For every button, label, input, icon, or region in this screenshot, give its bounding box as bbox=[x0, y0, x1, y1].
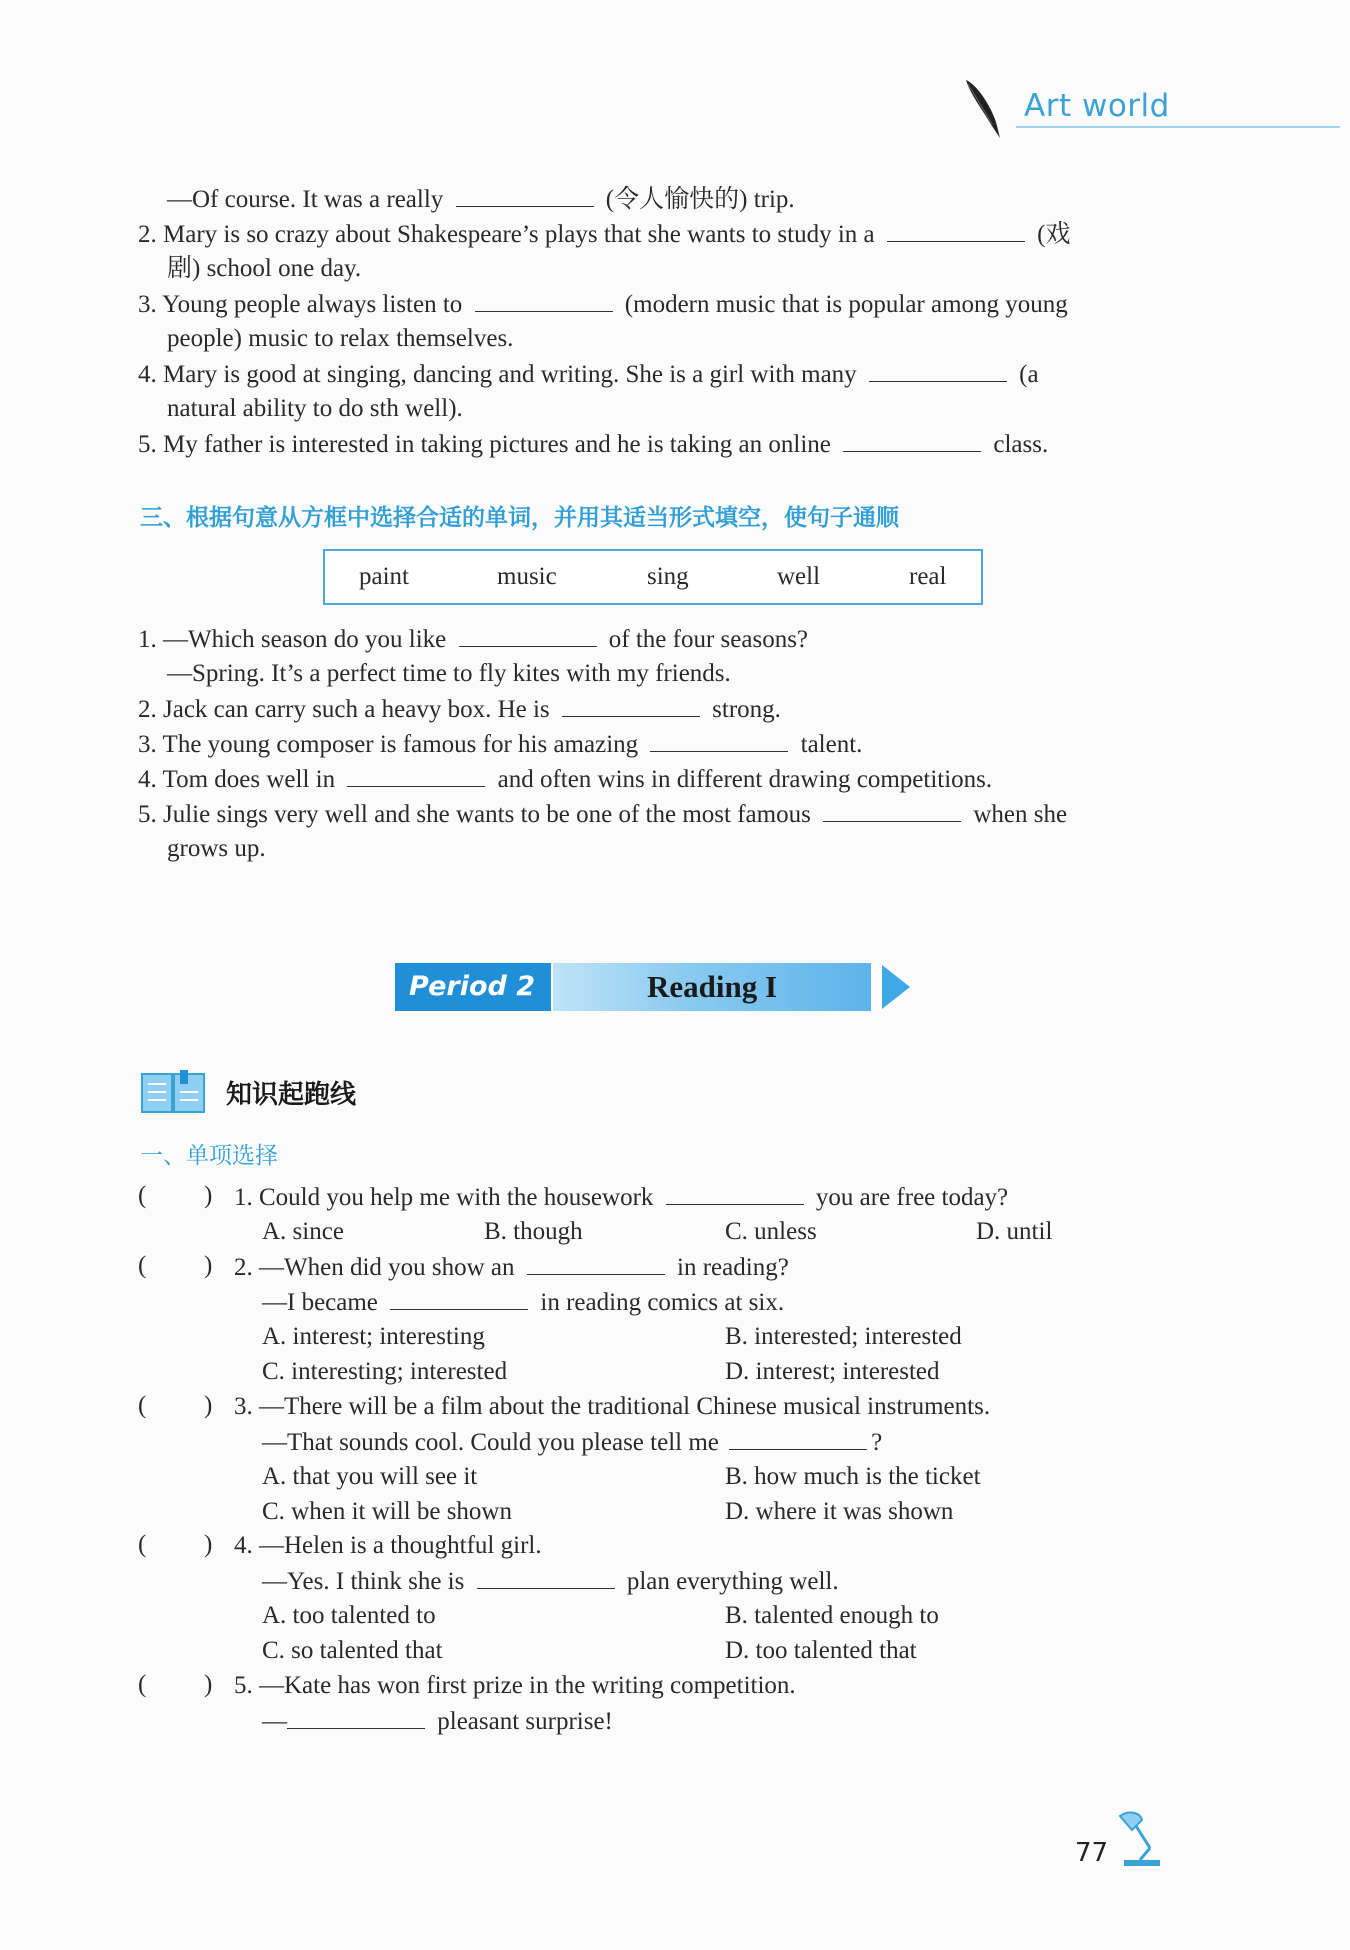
answer-blank[interactable] bbox=[843, 429, 981, 452]
open-book-icon bbox=[140, 1070, 206, 1116]
part3-q1 bbox=[138, 624, 808, 655]
option-c[interactable]: C. so talented that bbox=[262, 1637, 443, 1664]
option-a[interactable]: A. interest; interesting bbox=[262, 1323, 485, 1350]
q1-text: —Of course. It was a really bbox=[167, 186, 444, 213]
q2-text: 2. Mary is so crazy about Shakespeare’s plays that she wants to study in a bbox=[138, 221, 875, 248]
option-b[interactable]: B. talented enough to bbox=[725, 1602, 939, 1629]
q3-text-end: talent. bbox=[800, 731, 863, 758]
part3-q4 bbox=[138, 764, 992, 795]
q1-stem-end: you are free today? bbox=[815, 1184, 1009, 1211]
page-header bbox=[960, 78, 1340, 138]
part2-q4-cont: natural ability to do sth well). bbox=[167, 395, 463, 422]
answer-blank[interactable] bbox=[347, 764, 485, 787]
answer-blank[interactable] bbox=[287, 1706, 425, 1729]
q5-text-end: when she bbox=[973, 801, 1068, 828]
answer-blank[interactable] bbox=[390, 1287, 528, 1310]
q5-dash: — bbox=[262, 1708, 287, 1735]
q4-text-end: and often wins in different drawing competitions. bbox=[497, 766, 993, 793]
q3-hint: (modern music that is popular among young bbox=[624, 291, 1068, 318]
answer-blank[interactable] bbox=[650, 729, 788, 752]
part2-q1-line bbox=[167, 184, 795, 215]
mcq-q5: 5. —Kate has won first prize in the writing competition. bbox=[234, 1672, 796, 1699]
part2-q2-cont: 剧) school one day. bbox=[167, 255, 362, 282]
desk-lamp-icon bbox=[1110, 1808, 1170, 1868]
mcq-heading: 一、单项选择 bbox=[140, 1143, 278, 1169]
answer-paren-open: ( bbox=[138, 1392, 147, 1419]
answer-paren-close: ) bbox=[204, 1182, 213, 1209]
part2-q3 bbox=[138, 289, 1068, 320]
answer-paren-open: ( bbox=[138, 1182, 147, 1209]
answer-blank[interactable] bbox=[823, 799, 961, 822]
option-c[interactable]: C. when it will be shown bbox=[262, 1498, 512, 1525]
page-number: 77 bbox=[1075, 1838, 1109, 1868]
q1-stem: 1. Could you help me with the housework bbox=[234, 1184, 654, 1211]
answer-blank[interactable] bbox=[869, 359, 1007, 382]
word-bank-item: well bbox=[777, 563, 821, 590]
answer-paren-close: ) bbox=[204, 1531, 213, 1558]
answer-blank[interactable] bbox=[666, 1182, 804, 1205]
q4-reply-end: plan everything well. bbox=[626, 1568, 839, 1595]
q1-text-end: of the four seasons? bbox=[608, 626, 809, 653]
part2-q4 bbox=[138, 359, 1039, 390]
q4-text: 4. Tom does well in bbox=[138, 766, 336, 793]
option-d[interactable]: D. where it was shown bbox=[725, 1498, 954, 1525]
q4-reply: —Yes. I think she is bbox=[262, 1568, 465, 1595]
option-a[interactable]: A. that you will see it bbox=[262, 1463, 478, 1490]
option-b[interactable]: B. interested; interested bbox=[725, 1323, 962, 1350]
answer-blank[interactable] bbox=[456, 184, 594, 207]
unit-title: Art world bbox=[1024, 88, 1170, 124]
q3-text: 3. Young people always listen to bbox=[138, 291, 463, 318]
q2-reply: —I became bbox=[262, 1289, 378, 1316]
mcq-q4-reply bbox=[262, 1566, 839, 1597]
knowledge-title: 知识起跑线 bbox=[226, 1080, 357, 1110]
arrow-right-icon bbox=[882, 965, 910, 1009]
mcq-q3: 3. —There will be a film about the traditional Chinese musical instruments. bbox=[234, 1393, 991, 1420]
part2-q5 bbox=[138, 429, 1048, 460]
part3-q5-cont: grows up. bbox=[167, 835, 266, 862]
word-bank-item: real bbox=[909, 563, 947, 590]
word-bank-item: music bbox=[497, 563, 557, 590]
q5-hint: class. bbox=[993, 431, 1049, 458]
mcq-q3-reply bbox=[262, 1427, 882, 1458]
header-divider bbox=[1016, 126, 1340, 128]
answer-paren-close: ) bbox=[204, 1392, 213, 1419]
option-c[interactable]: C. interesting; interested bbox=[262, 1358, 508, 1385]
mcq-q5-reply bbox=[262, 1706, 613, 1737]
q1-hint: (令人愉快的) trip. bbox=[605, 186, 795, 213]
q5-text: 5. My father is interested in taking pictures and he is taking an online bbox=[138, 431, 831, 458]
q3-question-mark: ? bbox=[871, 1429, 883, 1456]
option-b[interactable]: B. though bbox=[484, 1218, 583, 1245]
option-d[interactable]: D. too talented that bbox=[725, 1637, 917, 1664]
option-d[interactable]: D. interest; interested bbox=[725, 1358, 940, 1385]
part3-heading: 三、根据句意从方框中选择合适的单词，并用其适当形式填空，使句子通顺 bbox=[140, 505, 899, 531]
period-label: Period 2 bbox=[395, 963, 551, 1011]
answer-blank[interactable] bbox=[527, 1252, 665, 1275]
mcq-q2 bbox=[234, 1252, 789, 1283]
answer-paren-open: ( bbox=[138, 1531, 147, 1558]
option-d[interactable]: D. until bbox=[976, 1218, 1053, 1245]
q2-hint: (戏 bbox=[1037, 221, 1071, 248]
answer-paren-close: ) bbox=[204, 1671, 213, 1698]
q5-reply-end: pleasant surprise! bbox=[437, 1708, 613, 1735]
q2-text-end: strong. bbox=[712, 696, 781, 723]
answer-blank[interactable] bbox=[887, 219, 1025, 242]
part3-q3 bbox=[138, 729, 862, 760]
lesson-title: Reading I bbox=[553, 963, 871, 1011]
word-bank-item: paint bbox=[359, 563, 409, 590]
part3-q1-reply: —Spring. It’s a perfect time to fly kites with my friends. bbox=[167, 660, 731, 687]
answer-blank[interactable] bbox=[729, 1427, 867, 1450]
q3-text: 3. The young composer is famous for his amazing bbox=[138, 731, 639, 758]
word-bank-item: sing bbox=[647, 563, 689, 590]
q2-stem-end: in reading? bbox=[677, 1254, 789, 1281]
q4-hint: (a bbox=[1019, 361, 1039, 388]
option-a[interactable]: A. since bbox=[262, 1218, 344, 1245]
period-banner bbox=[395, 963, 915, 1013]
q2-stem: 2. —When did you show an bbox=[234, 1254, 515, 1281]
option-a[interactable]: A. too talented to bbox=[262, 1602, 436, 1629]
answer-blank[interactable] bbox=[477, 1566, 615, 1589]
part2-q2 bbox=[138, 219, 1070, 250]
q1-text: 1. —Which season do you like bbox=[138, 626, 447, 653]
q3-reply: —That sounds cool. Could you please tell me bbox=[262, 1429, 719, 1456]
q4-text: 4. Mary is good at singing, dancing and writing. She is a girl with many bbox=[138, 361, 857, 388]
q2-reply-end: in reading comics at six. bbox=[540, 1289, 785, 1316]
word-bank-box bbox=[323, 549, 983, 605]
answer-blank[interactable] bbox=[459, 624, 597, 647]
answer-paren-close: ) bbox=[204, 1252, 213, 1279]
part3-q5 bbox=[138, 799, 1067, 830]
mcq-q4: 4. —Helen is a thoughtful girl. bbox=[234, 1532, 542, 1559]
answer-blank[interactable] bbox=[562, 694, 700, 717]
q2-text: 2. Jack can carry such a heavy box. He is bbox=[138, 696, 550, 723]
mcq-q2-reply bbox=[262, 1287, 784, 1318]
option-c[interactable]: C. unless bbox=[725, 1218, 817, 1245]
answer-paren-open: ( bbox=[138, 1252, 147, 1279]
part3-q2 bbox=[138, 694, 781, 725]
part2-q3-cont: people) music to relax themselves. bbox=[167, 325, 514, 352]
answer-paren-open: ( bbox=[138, 1671, 147, 1698]
answer-blank[interactable] bbox=[475, 289, 613, 312]
mcq-q1 bbox=[234, 1182, 1008, 1213]
pen-nib-icon bbox=[962, 78, 1002, 144]
option-b[interactable]: B. how much is the ticket bbox=[725, 1463, 981, 1490]
q5-text: 5. Julie sings very well and she wants to be one of the most famous bbox=[138, 801, 811, 828]
